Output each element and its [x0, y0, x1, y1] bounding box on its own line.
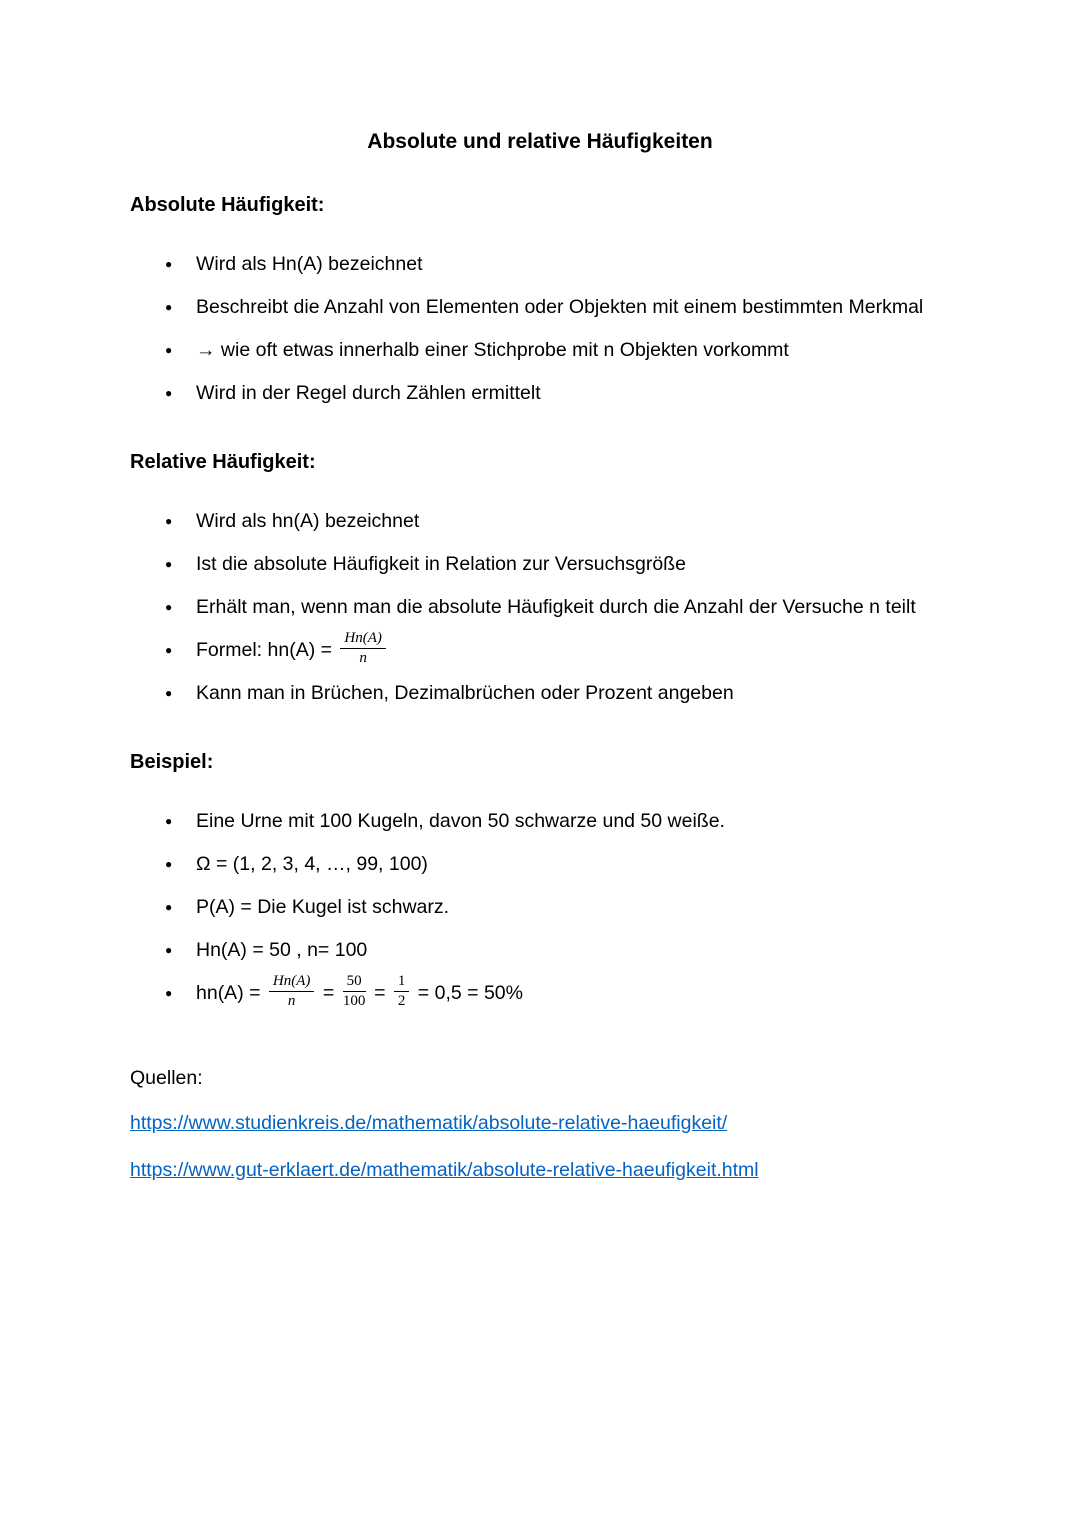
bullet-icon [165, 543, 172, 586]
bullet-icon [165, 886, 172, 929]
bullet-item [196, 372, 950, 415]
bullet-item [196, 586, 950, 629]
source-link-studienkreis[interactable]: https://www.studienkreis.de/mathematik/absolute-relative-haeufigkeit/ [130, 1112, 728, 1134]
bullet-text: Beschreibt die Anzahl von Elementen oder Objekten mit einem bestimmten Merkmal [196, 296, 924, 318]
fraction-denominator: 100 [342, 993, 366, 1010]
bullet-text: Ist die absolute Häufigkeit in Relation zur Versuchsgröße [196, 553, 686, 575]
fraction-numerator: 50 [343, 973, 366, 992]
bullet-icon [165, 500, 172, 543]
fraction-denominator: n [359, 650, 367, 667]
bullet-list-absolute [130, 243, 950, 415]
formula-result: = 0,5 = 50% [412, 982, 523, 1004]
formula-prefix: Formel: hn(A) = [196, 639, 338, 661]
fraction [340, 630, 386, 668]
bullet-text: Erhält man, wenn man die absolute Häufigkeit durch die Anzahl der Versuche n teilt [196, 596, 916, 618]
bullet-list-beispiel [130, 800, 950, 1015]
bullet-item [196, 500, 950, 543]
bullet-text: → wie oft etwas innerhalb einer Stichprobe mit n Objekten vorkommt [196, 339, 789, 361]
bullet-text: Ω = (1, 2, 3, 4, …, 99, 100) [196, 853, 428, 875]
bullet-icon [165, 800, 172, 843]
bullet-item-formula [196, 629, 950, 672]
fraction [394, 973, 410, 1011]
section-heading-relative: Relative Häufigkeit: [130, 451, 316, 473]
bullet-icon [165, 929, 172, 972]
bullet-item [196, 243, 950, 286]
sources-label: Quellen: [130, 1067, 203, 1089]
bullet-item [196, 329, 950, 372]
formula-example [196, 973, 523, 1010]
formula-prefix: hn(A) = [196, 982, 266, 1004]
bullet-item [196, 672, 950, 715]
bullet-item [196, 800, 950, 843]
bullet-icon [165, 843, 172, 886]
fraction-numerator: Hn(A) [340, 630, 386, 649]
bullet-item [196, 929, 950, 972]
bullet-text: Wird als Hn(A) bezeichnet [196, 253, 423, 275]
section-heading-absolute: Absolute Häufigkeit: [130, 194, 325, 216]
bullet-text: Kann man in Brüchen, Dezimalbrüchen oder Prozent angeben [196, 682, 734, 704]
formula-relative [196, 630, 389, 667]
page-title: Absolute und relative Häufigkeiten [367, 130, 713, 153]
equals-sign: = [317, 982, 340, 1004]
bullet-icon [165, 972, 172, 1015]
bullet-text: P(A) = Die Kugel ist schwarz. [196, 896, 450, 918]
bullet-item [196, 843, 950, 886]
equals-sign: = [368, 982, 391, 1004]
bullet-text: Wird als hn(A) bezeichnet [196, 510, 420, 532]
bullet-list-relative [130, 500, 950, 715]
bullet-icon [165, 672, 172, 715]
bullet-item-formula [196, 972, 950, 1015]
fraction-denominator: n [287, 993, 296, 1010]
bullet-item [196, 543, 950, 586]
fraction-numerator: Hn(A) [269, 973, 315, 992]
bullet-icon [165, 372, 172, 415]
bullet-text: Eine Urne mit 100 Kugeln, davon 50 schwarze und 50 weiße. [196, 810, 725, 832]
fraction [269, 973, 315, 1011]
bullet-item [196, 886, 950, 929]
bullet-icon [165, 286, 172, 329]
bullet-item [196, 286, 950, 329]
source-link-gut-erklaert[interactable]: https://www.gut-erklaert.de/mathematik/absolute-relative-haeufigkeit.html [130, 1159, 759, 1181]
bullet-text: Hn(A) = 50 , n= 100 [196, 939, 368, 961]
bullet-icon [165, 329, 172, 372]
fraction [343, 973, 366, 1011]
fraction-numerator: 1 [394, 973, 410, 992]
bullet-icon [165, 586, 172, 629]
section-heading-beispiel: Beispiel: [130, 751, 214, 773]
fraction-denominator: 2 [397, 993, 406, 1010]
bullet-icon [165, 243, 172, 286]
bullet-text: Wird in der Regel durch Zählen ermittelt [196, 382, 541, 404]
bullet-icon [165, 629, 172, 672]
